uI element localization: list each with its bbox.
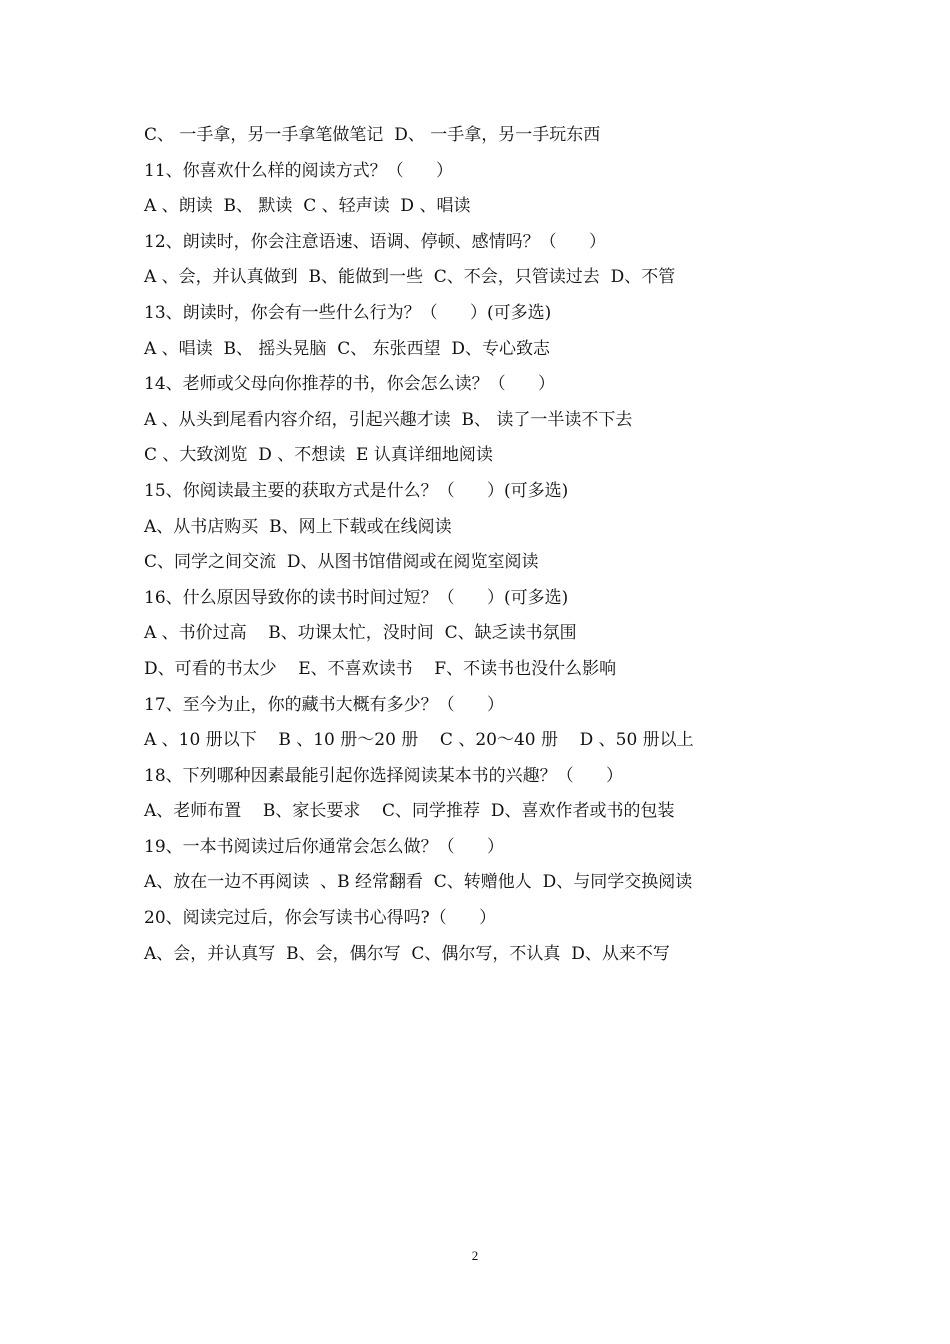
question-20: 20、阅读完过后，你会写读书心得吗?（ ）	[144, 908, 497, 929]
options-q14-ab: A 、从头到尾看内容介绍，引起兴趣才读 B、 读了一半读不下去	[144, 409, 633, 430]
question-13: 13、朗读时，你会有一些什么行为？（ ）(可多选)	[144, 302, 552, 323]
options-q17: A 、10 册以下 B 、10 册～20 册 C 、20～40 册 D 、50 册以上	[144, 730, 694, 751]
question-14: 14、老师或父母向你推荐的书，你会怎么读？（ ）	[144, 374, 556, 395]
options-q16-abc: A 、书价过高 B、功课太忙，没时间 C、缺乏读书氛围	[144, 623, 577, 644]
options-q15-cd: C、同学之间交流 D、从图书馆借阅或在阅览室阅读	[144, 552, 539, 573]
options-q19: A、放在一边不再阅读 、B 经常翻看 C、转赠他人 D、与同学交换阅读	[144, 872, 693, 893]
options-q12: A 、会，并认真做到 B、能做到一些 C、不会，只管读过去 D、不管	[144, 267, 676, 288]
question-18: 18、下列哪种因素最能引起你选择阅读某本书的兴趣？（ ）	[144, 765, 624, 786]
options-q14-cde: C 、大致浏览 D 、不想读 E 认真详细地阅读	[144, 445, 493, 466]
option-line-q10-cd: C、 一手拿，另一手拿笔做笔记 D、 一手拿，另一手玩东西	[144, 125, 601, 145]
options-q20: A、会，并认真写 B、会，偶尔写 C、偶尔写，不认真 D、从来不写	[144, 943, 670, 964]
question-11: 11、你喜欢什么样的阅读方式？（ ）	[144, 160, 454, 181]
question-19: 19、一本书阅读过后你通常会怎么做？（ ）	[144, 836, 505, 857]
page-number: 2	[471, 1248, 479, 1263]
options-q13: A 、唱读 B、 摇头晃脑 C、 东张西望 D、专心致志	[144, 338, 551, 359]
options-q18: A、老师布置 B、家长要求 C、同学推荐 D、喜欢作者或书的包装	[144, 801, 675, 822]
question-16: 16、什么原因导致你的读书时间过短？（ ）(可多选)	[144, 587, 569, 608]
question-17: 17、至今为止，你的藏书大概有多少？（ ）	[144, 694, 505, 715]
options-q15-ab: A、从书店购买 B、网上下载或在线阅读	[144, 516, 452, 537]
options-q11: A 、朗读 B、 默读 C 、轻声读 D 、唱读	[144, 196, 471, 217]
question-15: 15、你阅读最主要的获取方式是什么？（ ）(可多选)	[144, 480, 569, 501]
questionnaire-body	[144, 118, 844, 972]
options-q16-def: D、可看的书太少 E、不喜欢读书 F、不读书也没什么影响	[144, 658, 617, 679]
question-12: 12、朗读时，你会注意语速、语调、停顿、感情吗？（ ）	[144, 231, 607, 252]
